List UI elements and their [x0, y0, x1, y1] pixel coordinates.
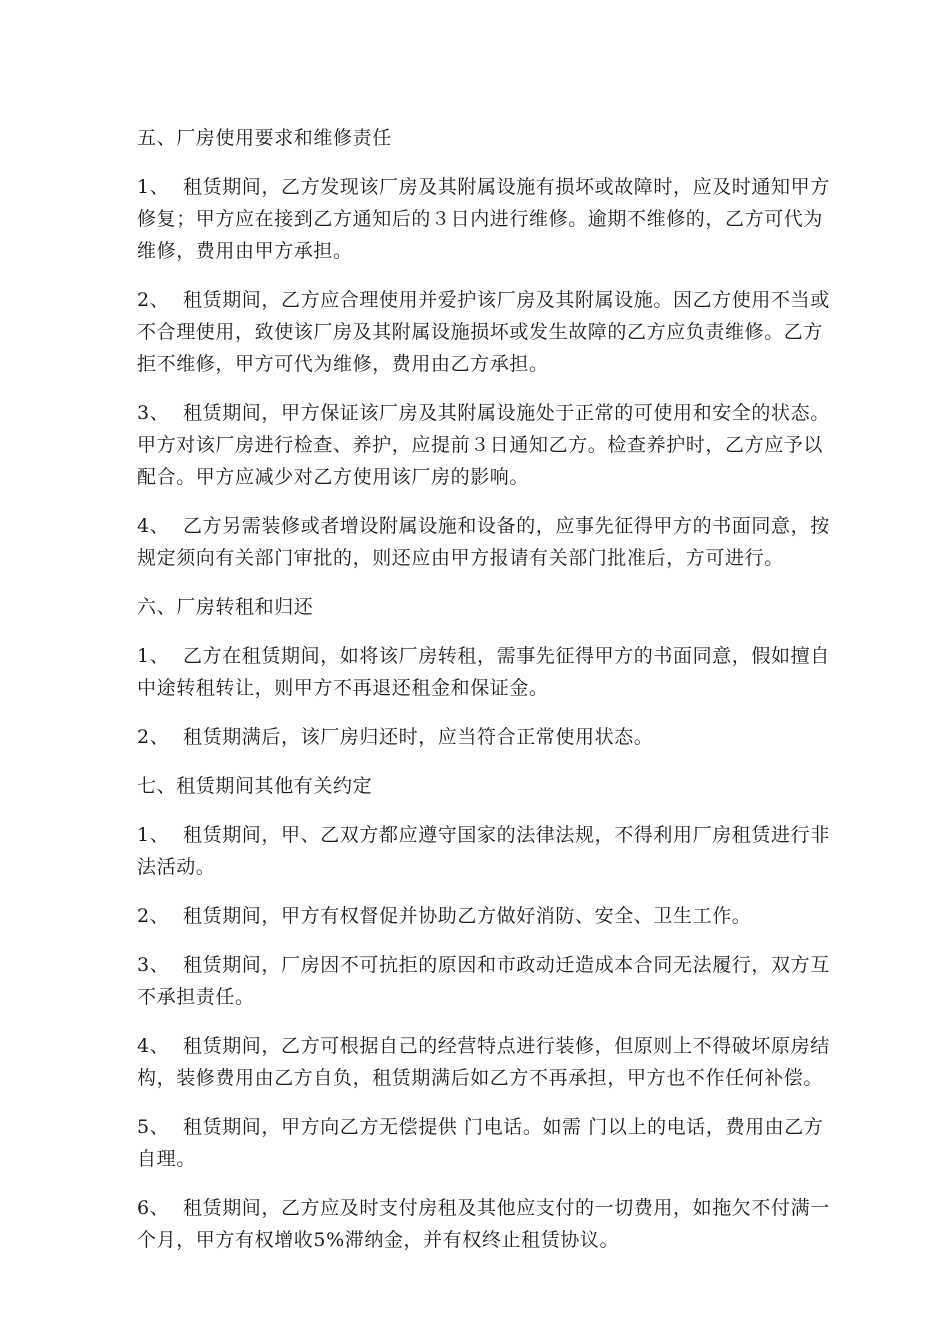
- clause-5-1: [137, 171, 837, 267]
- section-heading: 六、厂房转租和归还: [137, 596, 314, 618]
- clause-text: 租赁期间，乙方发现该厂房及其附属设施有损坏或故障时，应及时通知甲方修复；甲方应在接到乙方通知后的３日内进行维修。逾期不维修的，乙方可代为维修，费用由甲方承担。: [137, 176, 830, 262]
- clause-text: 租赁期满后，该厂房归还时，应当符合正常使用状态。: [183, 726, 654, 748]
- clause-7-2: [137, 900, 837, 932]
- section-7: [137, 770, 837, 1256]
- clause-6-1: [137, 640, 837, 704]
- clause-7-5: [137, 1111, 837, 1175]
- clause-number: 1、: [137, 645, 170, 667]
- clause-number: 3、: [137, 402, 170, 424]
- clause-number: 4、: [137, 515, 170, 537]
- clause-text: 租赁期间，乙方应及时支付房租及其他应支付的一切费用，如拖欠不付满一个月，甲方有权增收5%滞纳金，并有权终止租赁协议。: [137, 1197, 830, 1251]
- clause-text: 租赁期间，乙方可根据自己的经营特点进行装修，但原则上不得破坏原房结构，装修费用由乙方自负，租赁期满后如乙方不再承担，甲方也不作任何补偿。: [137, 1035, 830, 1089]
- section-heading: 五、厂房使用要求和维修责任: [137, 127, 392, 149]
- clause-text: 乙方另需装修或者增设附属设施和设备的，应事先征得甲方的书面同意，按规定须向有关部门审批的，则还应由甲方报请有关部门批准后，方可进行。: [137, 515, 830, 569]
- clause-5-2: [137, 284, 837, 380]
- document-body: [137, 122, 837, 1273]
- clause-7-6: [137, 1192, 837, 1256]
- clause-number: 3、: [137, 954, 170, 976]
- clause-text: 租赁期间，甲方保证该厂房及其附属设施处于正常的可使用和安全的状态。甲方对该厂房进行检查、养护，应提前３日通知乙方。检查养护时，乙方应予以配合。甲方应减少对乙方使用该厂房的影响。: [137, 402, 830, 488]
- clause-5-3: [137, 397, 837, 493]
- section-6: [137, 591, 837, 753]
- clause-text: 租赁期间，甲、乙双方都应遵守国家的法律法规，不得利用厂房租赁进行非法活动。: [137, 824, 830, 878]
- clause-text: 乙方在租赁期间，如将该厂房转租，需事先征得甲方的书面同意，假如擅自中途转租转让，则甲方不再退还租金和保证金。: [137, 645, 830, 699]
- clause-number: 4、: [137, 1035, 170, 1057]
- clause-7-3: [137, 949, 837, 1013]
- clause-text: 租赁期间，乙方应合理使用并爱护该厂房及其附属设施。因乙方使用不当或不合理使用，致使该厂房及其附属设施损坏或发生故障的乙方应负责维修。乙方拒不维修，甲方可代为维修，费用由乙方承担。: [137, 289, 830, 375]
- section-heading: 七、租赁期间其他有关约定: [137, 775, 373, 797]
- clause-number: 2、: [137, 905, 170, 927]
- clause-7-1: [137, 819, 837, 883]
- clause-number: 5、: [137, 1116, 170, 1138]
- clause-text: 租赁期间，厂房因不可抗拒的原因和市政动迁造成本合同无法履行，双方互不承担责任。: [137, 954, 830, 1008]
- clause-number: 6、: [137, 1197, 170, 1219]
- clause-number: 1、: [137, 824, 170, 846]
- clause-number: 2、: [137, 726, 170, 748]
- clause-7-4: [137, 1030, 837, 1094]
- clause-text: 租赁期间，甲方向乙方无偿提供 门电话。如需 门以上的电话，费用由乙方自理。: [137, 1116, 824, 1170]
- clause-6-2: [137, 721, 837, 753]
- clause-number: 1、: [137, 176, 170, 198]
- section-5: [137, 122, 837, 574]
- clause-5-4: [137, 510, 837, 574]
- clause-text: 租赁期间，甲方有权督促并协助乙方做好消防、安全、卫生工作。: [183, 905, 752, 927]
- clause-number: 2、: [137, 289, 170, 311]
